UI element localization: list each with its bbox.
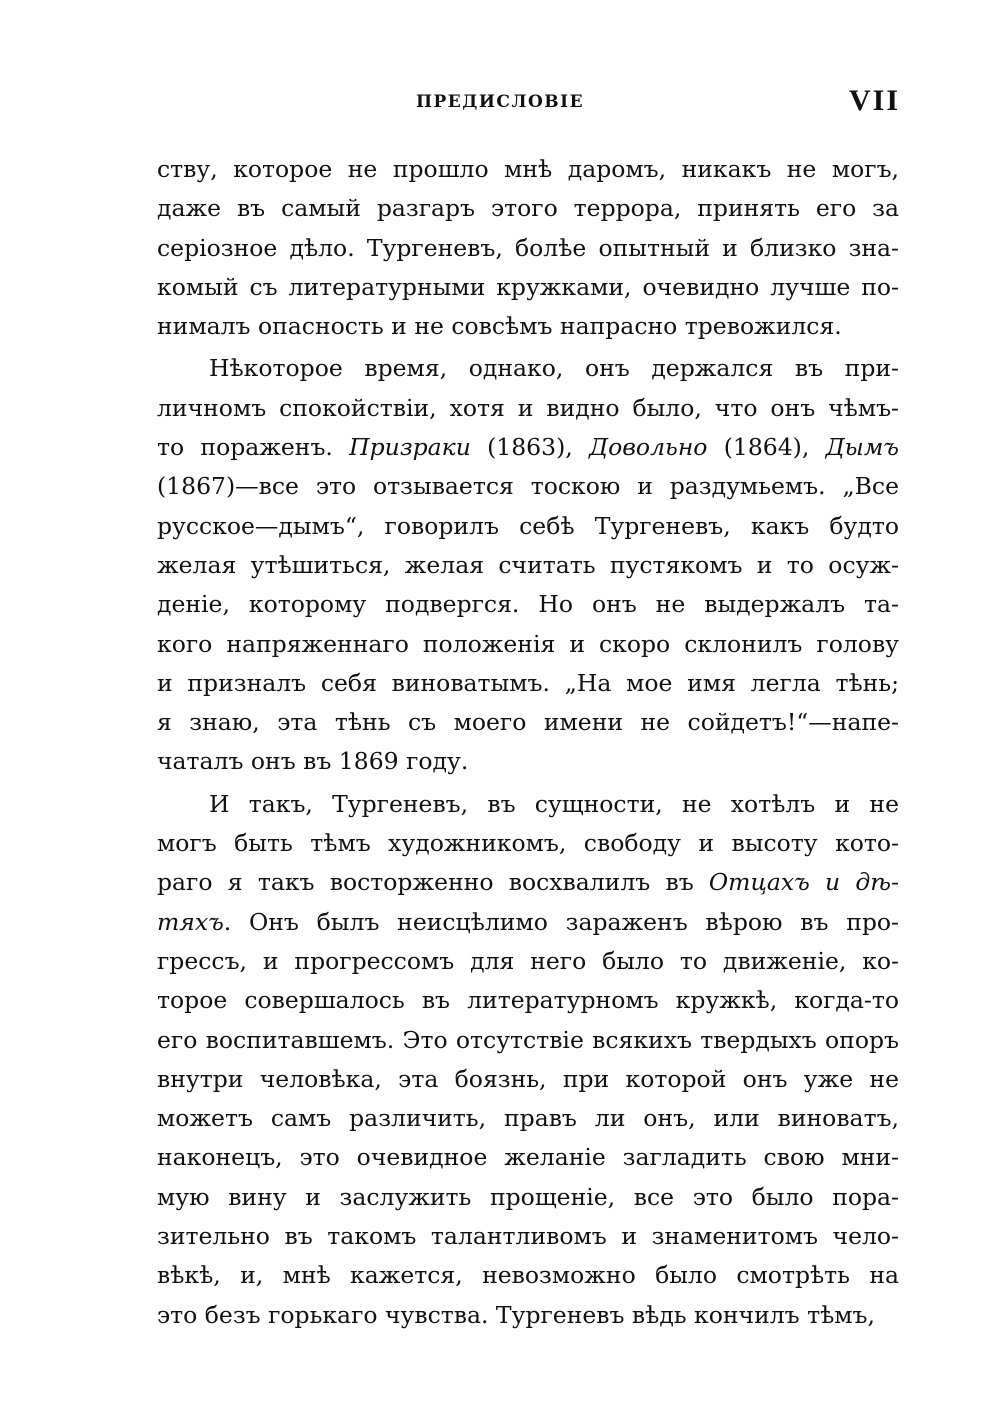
text-segment: вѣкѣ, и, мнѣ кажется, невозможно было смотрѣть на — [157, 1261, 899, 1290]
text-line — [157, 942, 899, 981]
text-line — [157, 703, 899, 742]
text-segment: зительно въ такомъ талантливомъ и знаменитомъ чело- — [157, 1222, 899, 1251]
text-segment: могъ быть тѣмъ художникомъ, свободу и высоту кото- — [157, 829, 899, 858]
text-segment: И такъ, Тургеневъ, въ сущности, не хотѣлъ и не — [209, 789, 899, 818]
text-line — [157, 1099, 899, 1138]
text-line — [157, 785, 899, 824]
text-segment: (1864), — [707, 433, 826, 462]
text-line — [157, 507, 899, 546]
text-segment: внутри человѣка, эта боязнь, при которой онъ уже не — [157, 1064, 899, 1093]
text-line — [157, 1217, 899, 1256]
text-line — [157, 863, 899, 902]
text-segment: можетъ самъ различить, правъ ли онъ, или виноватъ, — [157, 1104, 899, 1133]
text-line — [157, 903, 899, 942]
page-header — [0, 84, 1000, 120]
text-segment: русское—дымъ“, говорилъ себѣ Тургеневъ, какъ будто — [157, 511, 899, 540]
text-line — [157, 585, 899, 624]
text-line — [157, 467, 899, 506]
text-line — [157, 428, 899, 467]
text-segment: ству, которое не прошло мнѣ даромъ, никакъ не могъ, — [157, 155, 899, 183]
text-segment: его воспитавшемъ. Это отсутствіе всякихъ твердыхъ опоръ — [157, 1025, 899, 1054]
text-segment: желая утѣшиться, желая считать пустякомъ и то осуж- — [157, 550, 899, 579]
text-line — [157, 189, 899, 228]
running-title: ПРЕДИСЛОВІЕ — [415, 92, 585, 112]
italic-title: тяхъ — [157, 907, 224, 936]
text-segment: нималъ опасность и не совсѣмъ напрасно тревожился. — [157, 312, 842, 341]
text-line — [157, 268, 899, 307]
text-segment: наконецъ, это очевидное желаніе загладить свою мни- — [157, 1143, 899, 1172]
text-line — [157, 981, 899, 1020]
text-segment: . Онъ былъ неисцѣлимо зараженъ вѣрою въ про- — [223, 907, 899, 936]
text-line — [157, 150, 899, 189]
text-segment: комый съ литературными кружками, очевидно лучше по- — [157, 272, 899, 301]
text-segment: Нѣкоторое время, однако, онъ держался въ при- — [209, 354, 899, 383]
page-number: VII — [848, 84, 900, 117]
italic-title: Дымъ — [825, 433, 899, 462]
text-segment: и призналъ себя виноватымъ. „На мое имя легла тѣнь; — [157, 668, 899, 697]
text-segment: я знаю, эта тѣнь съ моего имени не сойдетъ!“—напе- — [157, 708, 899, 737]
italic-title: Довольно — [588, 433, 708, 462]
text-line — [157, 1178, 899, 1217]
text-segment: личномъ спокойствіи, хотя и видно было, что онъ чѣмъ- — [157, 393, 899, 422]
text-line — [157, 742, 899, 781]
text-segment: (1863), — [470, 433, 589, 462]
text-line — [157, 824, 899, 863]
text-line — [157, 1296, 899, 1335]
text-segment: мую вину и заслужить прощеніе, все это было пора- — [157, 1182, 899, 1211]
text-segment: (1867)—все это отзывается тоскою и раздумьемъ. „Все — [157, 472, 899, 501]
text-segment: чаталъ онъ въ 1869 году. — [157, 747, 469, 776]
body-text — [157, 150, 899, 1335]
text-line — [157, 229, 899, 268]
text-line — [157, 389, 899, 428]
text-segment: серіозное дѣло. Тургеневъ, болѣе опытный и близко зна- — [157, 233, 899, 262]
text-line — [157, 1060, 899, 1099]
text-segment: то пораженъ. — [157, 433, 350, 462]
text-line — [157, 1256, 899, 1295]
text-segment: кого напряженнаго положенія и скоро склонилъ голову — [157, 629, 899, 658]
text-segment: деніе, которому подвергся. Но онъ не выдержалъ та- — [157, 590, 899, 619]
text-segment: даже въ самый разгаръ этого террора, принять его за — [157, 194, 899, 223]
text-line — [157, 307, 899, 346]
italic-title: Отцахъ и дѣ- — [708, 868, 899, 897]
text-line — [157, 625, 899, 664]
italic-title: Призраки — [349, 433, 471, 462]
text-line — [157, 349, 899, 388]
text-segment: раго я такъ восторженно восхвалилъ въ — [157, 868, 709, 897]
text-line — [157, 1021, 899, 1060]
text-line — [157, 1138, 899, 1177]
text-segment: это безъ горькаго чувства. Тургеневъ вѣдь кончилъ тѣмъ, — [157, 1300, 875, 1329]
text-segment: грессъ, и прогрессомъ для него было то движеніе, ко- — [157, 946, 899, 975]
text-segment: торое совершалось въ литературномъ кружкѣ, когда-то — [157, 986, 899, 1015]
text-line — [157, 664, 899, 703]
text-line — [157, 546, 899, 585]
